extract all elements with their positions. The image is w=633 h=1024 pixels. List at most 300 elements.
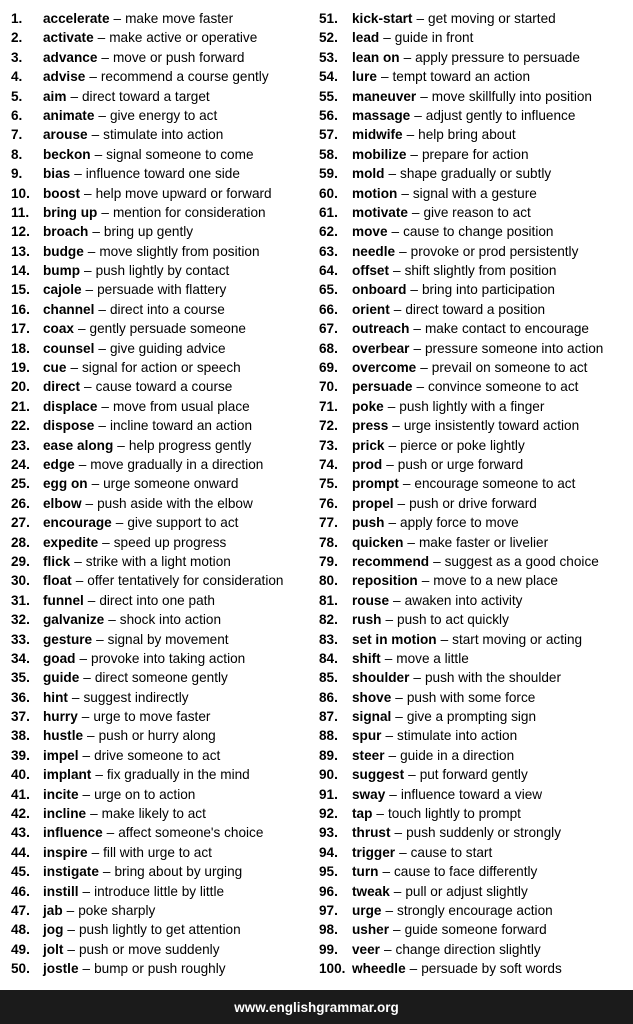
item-dash: – [395,709,403,725]
item-number: 86. [319,689,338,705]
item-dash: – [87,243,96,259]
word-list-column-right [319,9,629,979]
item-number: 36. [11,689,30,705]
item-number: 11. [11,204,30,220]
item-definition: get moving or started [428,11,556,26]
item-dash: – [385,612,394,628]
item-number: 23. [11,437,30,453]
item-number: 15. [11,282,30,298]
item-word: jolt [43,941,64,957]
list-item [319,164,629,183]
item-definition: move a little [396,650,469,666]
item-dash: – [393,301,402,317]
item-definition: signal someone to come [106,146,254,162]
item-dash: – [388,515,397,531]
item-number: 98. [319,922,338,938]
item-definition: gently persuade someone [89,321,246,337]
item-definition: move from usual place [112,398,250,414]
item-definition: suggest as a good choice [444,553,599,569]
item-dash: – [416,379,425,395]
list-item [11,882,307,901]
item-definition: push with the shoulder [424,670,561,686]
item-word: egg on [43,476,88,492]
item-number: 70. [319,379,338,395]
item-dash: – [83,670,91,686]
item-definition: adjust gently to influence [425,107,576,123]
list-item [319,222,629,241]
item-word: ease along [43,437,114,453]
list-item [11,610,307,629]
item-word: tap [352,806,373,822]
word-list [0,9,633,979]
item-number: 18. [11,340,30,356]
item-number: 43. [11,825,30,841]
item-dash: – [392,418,400,434]
item-word: midwife [352,127,403,143]
list-item [319,145,629,164]
item-dash: – [410,282,418,298]
item-number: 22. [11,418,30,434]
item-word: thrust [352,825,391,841]
item-definition: push lightly with a finger [399,398,545,414]
item-definition: bump or push roughly [94,961,226,977]
list-item [11,533,307,552]
item-number: 12. [11,224,30,240]
item-word: instigate [43,864,99,880]
list-item [319,513,629,532]
item-number: 77. [319,515,338,531]
item-number: 7. [11,127,23,143]
item-dash: – [95,767,103,783]
item-dash: – [414,107,422,123]
item-word: prick [352,437,385,453]
item-dash: – [406,127,415,143]
item-word: quicken [352,534,404,550]
item-dash: – [102,534,110,550]
item-dash: – [90,806,98,822]
item-number: 84. [319,650,338,666]
item-word: jog [43,922,64,938]
item-number: 85. [319,670,338,686]
item-word: jostle [43,961,79,977]
list-item [11,184,307,203]
item-word: outreach [352,321,410,337]
item-word: lure [352,69,377,85]
list-item [11,106,307,125]
list-item [11,785,307,804]
item-word: overbear [352,340,410,356]
item-dash: – [101,398,109,414]
item-number: 1. [11,11,23,26]
item-word: lean on [352,49,400,65]
item-number: 72. [319,418,338,434]
item-word: encourage [43,515,112,531]
item-number: 78. [319,534,338,550]
item-number: 13. [11,243,30,259]
list-item [11,261,307,280]
item-definition: pierce or poke lightly [400,437,525,453]
item-dash: – [384,650,393,666]
item-dash: – [403,49,412,65]
item-number: 89. [319,747,338,763]
item-definition: urge on to action [94,786,196,802]
list-item [319,184,629,203]
footer-url[interactable]: www.englishgrammar.org [234,999,399,1015]
item-definition: push or hurry along [98,728,216,744]
list-item [11,242,307,261]
item-word: press [352,418,389,434]
item-definition: push or drive forward [409,495,537,511]
item-word: float [43,573,72,589]
item-number: 54. [319,69,338,85]
list-item [319,125,629,144]
item-number: 59. [319,166,338,182]
item-dash: – [388,166,397,182]
item-number: 60. [319,185,338,201]
item-number: 44. [11,844,30,860]
item-number: 21. [11,398,30,414]
item-dash: – [97,30,106,46]
item-definition: move or push forward [112,49,245,65]
item-definition: cause toward a course [95,379,233,395]
item-word: galvanize [43,612,105,628]
item-word: poke [352,398,384,414]
item-dash: – [394,825,403,841]
item-dash: – [79,650,88,666]
list-item [11,707,307,726]
item-dash: – [421,573,430,589]
item-dash: – [98,301,106,317]
item-definition: influence toward one side [85,166,240,182]
list-item [319,804,629,823]
item-dash: – [102,864,111,880]
item-number: 29. [11,553,30,569]
item-number: 66. [319,301,338,317]
item-word: bump [43,263,80,279]
item-number: 82. [319,612,338,628]
list-item [319,300,629,319]
list-item [319,203,629,222]
item-word: arouse [43,127,88,143]
item-dash: – [397,495,406,511]
list-item [319,746,629,765]
item-word: aim [43,88,67,104]
item-word: activate [43,30,94,46]
item-word: spur [352,728,382,744]
item-number: 2. [11,30,23,46]
item-definition: provoke or prod persistently [410,243,579,259]
item-definition: help move upward or forward [95,185,272,201]
item-definition: tempt toward an action [392,69,531,85]
item-word: inspire [43,844,88,860]
list-item [319,940,629,959]
item-definition: urge someone onward [103,476,239,492]
item-definition: speed up progress [113,534,227,550]
item-definition: suggest indirectly [83,689,189,705]
item-number: 8. [11,146,23,162]
list-item [11,571,307,590]
item-definition: prepare for action [421,146,529,162]
item-word: displace [43,398,98,414]
item-word: maneuver [352,88,417,104]
item-dash: – [82,883,91,899]
item-definition: apply pressure to persuade [415,49,580,65]
item-definition: strongly encourage action [397,902,553,918]
item-number: 49. [11,941,30,957]
item-number: 57. [319,127,338,143]
item-number: 95. [319,864,338,880]
item-word: motivate [352,204,408,220]
item-dash: – [115,515,124,531]
item-word: shove [352,689,392,705]
list-item [319,785,629,804]
item-dash: – [395,689,403,705]
item-word: overcome [352,360,417,376]
list-item [319,494,629,513]
item-number: 53. [319,49,338,65]
item-word: gesture [43,631,93,647]
item-definition: signal for action or speech [82,360,241,376]
item-definition: influence toward a view [400,786,543,802]
item-dash: – [67,941,75,957]
list-item [11,804,307,823]
item-dash: – [84,263,92,279]
item-dash: – [413,340,421,356]
item-definition: offer tentatively for consideration [87,573,284,589]
item-dash: – [387,398,396,414]
list-item [11,358,307,377]
item-word: signal [352,709,392,725]
item-number: 32. [11,612,30,628]
item-definition: move skillfully into position [431,88,592,104]
item-definition: incline toward an action [109,418,253,434]
item-number: 41. [11,786,30,802]
item-dash: – [383,941,392,957]
item-word: hustle [43,728,84,744]
item-dash: – [70,88,78,104]
item-number: 16. [11,301,30,317]
item-dash: – [399,844,407,860]
item-definition: cause to change position [403,224,554,240]
list-item [319,959,629,978]
item-definition: cause to start [410,844,493,860]
list-item [319,474,629,493]
list-item [11,48,307,67]
item-definition: push or urge forward [397,456,524,472]
item-definition: give a prompting sign [406,709,537,725]
item-number: 87. [319,709,338,725]
list-item [11,823,307,842]
item-number: 68. [319,340,338,356]
item-dash: – [91,476,100,492]
item-definition: guide someone forward [404,922,547,938]
list-item [319,823,629,842]
item-number: 75. [319,476,338,492]
item-definition: direct into a course [109,301,225,317]
list-item [319,630,629,649]
item-definition: make active or operative [109,30,258,46]
item-word: needle [352,243,396,259]
item-number: 61. [319,204,338,220]
item-word: direct [43,379,81,395]
item-number: 90. [319,767,338,783]
item-number: 39. [11,747,30,763]
list-item [11,474,307,493]
item-dash: – [113,11,122,26]
item-dash: – [92,224,100,240]
item-dash: – [409,961,418,977]
item-definition: push to act quickly [397,612,509,628]
list-item [11,843,307,862]
list-item [11,765,307,784]
item-dash: – [388,747,397,763]
list-item [319,319,629,338]
item-number: 30. [11,573,30,589]
item-definition: strike with a light motion [85,553,231,569]
list-item [11,377,307,396]
item-definition: make likely to act [101,806,206,822]
item-definition: prevail on someone to act [431,360,588,376]
item-number: 46. [11,883,30,899]
item-dash: – [98,418,106,434]
item-word: set in motion [352,631,437,647]
item-word: orient [352,301,390,317]
item-dash: – [75,573,84,589]
item-definition: move slightly from position [99,243,260,259]
item-definition: awaken into activity [404,592,523,608]
item-definition: direct someone gently [94,670,228,686]
item-word: rush [352,612,382,628]
list-item [11,901,307,920]
item-dash: – [82,961,91,977]
item-number: 58. [319,146,338,162]
list-item [11,455,307,474]
item-word: usher [352,922,390,938]
list-item [319,552,629,571]
item-dash: – [433,553,441,569]
list-item [11,280,307,299]
item-definition: bring into participation [421,282,555,298]
item-dash: – [89,69,97,85]
item-word: lead [352,30,380,46]
item-dash: – [74,553,82,569]
item-word: wheedle [352,961,406,977]
item-dash: – [393,263,401,279]
item-dash: – [382,864,390,880]
list-item [319,106,629,125]
item-word: boost [43,185,80,201]
list-item [11,222,307,241]
item-dash: – [85,495,94,511]
list-item [11,9,307,28]
item-dash: – [389,786,397,802]
item-number: 25. [11,476,30,492]
item-definition: recommend a course gently [100,69,269,85]
item-word: influence [43,825,103,841]
item-number: 9. [11,166,23,182]
item-dash: – [383,30,391,46]
item-word: reposition [352,573,418,589]
item-word: incline [43,806,87,822]
item-word: sway [352,786,386,802]
list-item [11,125,307,144]
item-dash: – [393,922,401,938]
item-number: 69. [319,360,338,376]
item-word: accelerate [43,11,110,26]
item-number: 40. [11,767,30,783]
item-number: 50. [11,961,30,977]
item-dash: – [106,825,115,841]
item-word: implant [43,767,92,783]
item-word: prod [352,456,383,472]
item-number: 37. [11,709,30,725]
item-dash: – [101,49,109,65]
item-word: cue [43,360,67,376]
item-definition: direct toward a target [82,88,210,104]
item-word: advise [43,69,86,85]
item-word: steer [352,747,385,763]
item-word: mobilize [352,146,407,162]
item-word: instill [43,883,79,899]
item-number: 34. [11,650,30,666]
item-definition: make move faster [125,11,234,26]
item-definition: bring about by urging [114,864,243,880]
list-item [11,726,307,745]
list-item [319,571,629,590]
list-item [11,630,307,649]
item-word: counsel [43,340,95,356]
item-number: 91. [319,786,338,802]
item-word: dispose [43,418,95,434]
list-item [319,455,629,474]
item-definition: apply force to move [400,515,519,531]
item-definition: fill with urge to act [103,844,212,860]
item-dash: – [66,902,75,918]
item-dash: – [77,321,86,337]
item-number: 94. [319,844,338,860]
item-definition: guide in front [394,30,474,46]
item-word: shift [352,650,381,666]
item-word: hint [43,689,68,705]
item-number: 48. [11,922,30,938]
item-definition: provoke into taking action [91,650,246,666]
item-number: 52. [319,30,338,46]
item-word: budge [43,243,84,259]
item-dash: – [96,631,104,647]
item-dash: – [401,185,409,201]
list-item [319,668,629,687]
item-word: bias [43,166,71,182]
item-number: 27. [11,515,30,531]
list-item [319,87,629,106]
item-dash: – [408,767,416,783]
item-dash: – [87,592,96,608]
item-definition: change direction slightly [395,941,541,957]
item-definition: poke sharply [78,902,156,918]
item-word: kick-start [352,11,413,26]
item-number: 6. [11,107,23,123]
list-item [319,688,629,707]
item-word: massage [352,107,411,123]
item-word: edge [43,456,75,472]
list-item [11,300,307,319]
list-item [11,494,307,513]
item-dash: – [388,437,397,453]
item-dash: – [393,592,401,608]
item-word: veer [352,941,380,957]
list-item [11,416,307,435]
item-dash: – [376,806,384,822]
